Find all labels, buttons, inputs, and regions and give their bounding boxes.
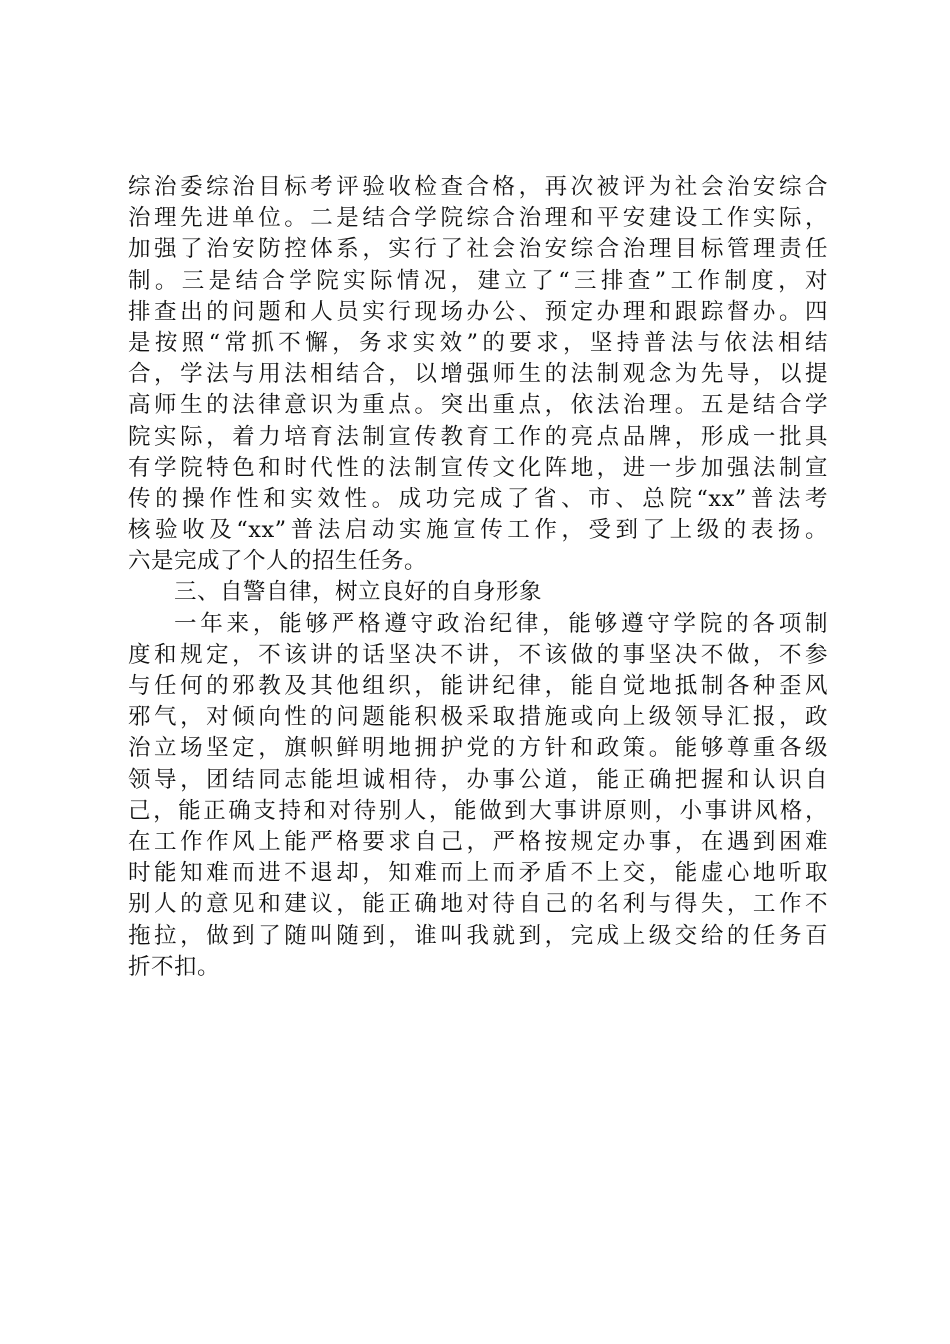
section-heading: 三、自警自律，树立良好的自身形象 xyxy=(174,579,543,606)
text-line: 是按照“常抓不懈，务求实效”的要求，坚持普法与依法相结 xyxy=(128,329,828,356)
text-line: 核验收及“xx”普法启动实施宣传工作，受到了上级的表扬。 xyxy=(128,517,828,544)
text-line: 度和规定，不该讲的话坚决不讲，不该做的事坚决不做，不参 xyxy=(128,641,828,668)
text-line: 拖拉，做到了随叫随到，谁叫我就到，完成上级交给的任务百 xyxy=(128,922,828,949)
text-line: 院实际，着力培育法制宣传教育工作的亮点品牌，形成一批具 xyxy=(128,423,828,450)
text-line: 合，学法与用法相结合，以增强师生的法制观念为先导，以提 xyxy=(128,361,828,388)
text-line: 排查出的问题和人员实行现场办公、预定办理和跟踪督办。四 xyxy=(128,298,828,325)
text-line: 一年来，能够严格遵守政治纪律，能够遵守学院的各项制 xyxy=(174,610,828,637)
text-line: 邪气，对倾向性的问题能积极采取措施或向上级领导汇报，政 xyxy=(128,704,828,731)
text-line: 己，能正确支持和对待别人，能做到大事讲原则，小事讲风格， xyxy=(128,797,828,824)
text-line: 折不扣。 xyxy=(128,953,221,980)
text-line: 与任何的邪教及其他组织，能讲纪律，能自觉地抵制各种歪风 xyxy=(128,673,828,699)
text-line: 治理先进单位。二是结合学院综合治理和平安建设工作实际， xyxy=(128,205,828,232)
text-line: 高师生的法律意识为重点。突出重点，依法治理。五是结合学 xyxy=(128,392,828,419)
paragraph-self-discipline xyxy=(128,609,828,983)
text-line: 综治委综治目标考评验收检查合格，再次被评为社会治安综合 xyxy=(128,174,828,200)
text-line: 别人的意见和建议，能正确地对待自己的名利与得失，工作不 xyxy=(128,891,828,918)
text-line: 六是完成了个人的招生任务。 xyxy=(128,548,428,575)
text-line: 治立场坚定，旗帜鲜明地拥护党的方针和政策。能够尊重各级 xyxy=(128,735,828,762)
text-line: 在工作作风上能严格要求自己，严格按规定办事，在遇到困难 xyxy=(128,828,828,855)
text-line: 制。三是结合学院实际情况，建立了“三排查”工作制度，对 xyxy=(128,267,828,294)
text-line: 时能知难而进不退却，知难而上而矛盾不上交，能虚心地听取 xyxy=(128,860,828,887)
text-line: 有学院特色和时代性的法制宣传文化阵地，进一步加强法制宣 xyxy=(128,454,828,481)
text-line: 领导，团结同志能坦诚相待，办事公道，能正确把握和认识自 xyxy=(128,766,828,793)
text-line: 传的操作性和实效性。成功完成了省、市、总院“xx”普法考 xyxy=(128,485,828,512)
text-line: 加强了治安防控体系，实行了社会治安综合治理目标管理责任 xyxy=(128,236,828,263)
document-body xyxy=(128,172,828,983)
paragraph-work-achievements xyxy=(128,172,828,577)
